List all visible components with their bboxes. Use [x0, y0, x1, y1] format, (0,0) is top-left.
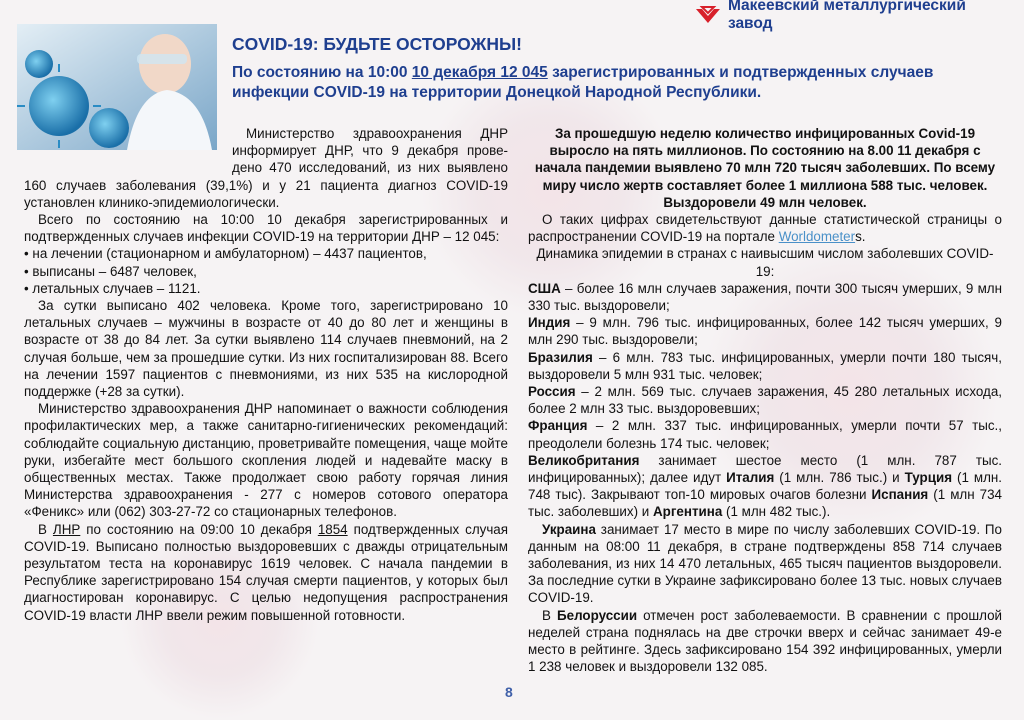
paragraph-dnr-intro: Министерство здравоохранения ДНР информирует ДНР, что 9 декабря прове-дено 470 исследований, из них выявлено 160 случаев заболевания (39,1%) и у 21 пациента диагноз COVID-19 установлен клинико-эпидемиологически.	[24, 126, 508, 210]
country-text: (1 млн 734 тыс. заболевших) и	[528, 487, 1002, 520]
subtitle-date-count: 10 декабря 12 045	[411, 64, 548, 81]
page-number: 8	[505, 684, 513, 700]
country-name: Индия	[528, 315, 571, 331]
dynamics-title: Динамика эпидемии в странах с наивысшим числом заболевших COVID-19:	[536, 246, 994, 279]
country-text: – 2 млн. 569 тыс. случаев заражения, 45 280 летальных исхода, более 2 млн 33 тыс. выздоровевших;	[528, 384, 1002, 417]
country-name: Украина	[542, 521, 596, 537]
country-ukraine	[528, 521, 1002, 607]
country-text: – 9 млн. 796 тыс. инфицированных, более 142 тысяч умерших, 9 млн 290 тыс. выздоровели;	[528, 315, 1002, 348]
country-name: Великобритания	[528, 452, 640, 468]
country-name: Турция	[904, 470, 953, 486]
list-item: • выписаны – 6487 человек,	[24, 263, 508, 280]
country-text: занимает 17 место в мире по числу заболевших COVID-19. По данным на 08:00 11 декабря, в стране подтверждены 858 714 случаев заболевания, из них 14 470 летальных, 465 тысяч пациентов выздоровели. За последние сутки в Украине зафиксировано более 13 тыс. новых случаев COVID-19.	[528, 521, 1002, 606]
right-column	[528, 125, 1002, 676]
country-text: (1 млн. 748 тыс). Закрывают топ-10 мировых очагов болезни	[528, 470, 1002, 503]
country-name: Бразилия	[528, 349, 593, 365]
headline-block	[232, 34, 992, 103]
company-name: Макеевский металлургический завод	[727, 0, 966, 32]
country-text: – 6 млн. 783 тыс. инфицированных, умерли почти 180 тысяч, выздоровели 5 млн 931 тыс. человек;	[528, 349, 1002, 382]
page-title: COVID-19: БУДЬТЕ ОСТОРОЖНЫ!	[232, 34, 522, 54]
country-name: Белоруссии	[557, 607, 638, 623]
country-brazil	[528, 349, 1002, 383]
country-belarus	[528, 607, 1002, 676]
country-india	[528, 314, 1002, 348]
worldometer-link[interactable]: Worldometer	[778, 229, 856, 245]
country-text: отмечен рост заболеваемости. В сравнении с прошлой неделей страна поднялась на две строчки вверх и сейчас занимает 49-е место в рейтинге. Здесь зафиксировано 154 392 инфицированных, умерли 1 238 человек и выздоровели 132 085.	[528, 607, 1002, 675]
lnr-count: 1854	[317, 521, 348, 537]
photo-spacer	[24, 125, 232, 175]
text-fragment: по состоянию на 09:00 10 декабря	[80, 521, 318, 537]
text-fragment: В	[38, 521, 53, 537]
world-lead-paragraph: За прошедшую неделю количество инфицированных Covid-19 выросло на пять миллионов. По состоянию на 8.00 11 декабря с начала пандемии выявлено 70 млн 720 тысяч заболевших. По всему миру число жертв составляет более 1 миллиона 588 тыс. человек. Выздоровели 49 млн человек.	[534, 126, 996, 210]
list-item: • летальных случаев – 1121.	[24, 280, 508, 297]
paragraph-source	[528, 211, 1002, 245]
country-name: Италия	[726, 470, 775, 486]
country-text: (1 млн. 786 тыс.) и	[774, 470, 905, 486]
country-name: Аргентина	[652, 504, 723, 520]
paragraph-prevention: Министерство здравоохранения ДНР напоминает о важности соблюдения профилактических мер, а также санитарно-гигиенических рекомендаций: соблюдайте социальную дистанцию, проветривайте помещения, чаще мойте руки, избегайте мест большого скопления людей и надевайте маску в общественных местах. Также продолжает свою работу горячая линия Министерства здравоохранения - 277 с номеров сотового оператора «Феникс» или (062) 303-27-72 со стационарных телефонов.	[24, 401, 508, 520]
country-france	[528, 417, 1002, 451]
paragraph-daily-stats: За сутки выписано 402 человека. Кроме того, зарегистрировано 10 летальных случаев – мужчины в возрасте от 40 до 80 лет и женщины в возрасте от 38 до 84 лет. За сутки выявлено 114 случаев пневмоний, на 2 случая больше, чем за прошедшие сутки. Из них госпитализирован 88. Всего на лечении 1597 пациентов с пневмониями, из них 535 на кислородной поддержке (+28 за сутки).	[24, 298, 508, 400]
text-fragment: подтвержденных случая COVID-19. Выписано полностью выздоровевших с дважды отрицательным результатом теста на коронавирус 1619 человек. С начала пандемии в Республике зарегистрировано 154 случая смерти пациентов, у которых был диагностирован коронавирус. С целью недопущения распространения COVID-19 власти ЛНР ввели режим повышенной готовности.	[24, 521, 509, 623]
country-name: Франция	[528, 418, 588, 434]
text-fragment: В	[542, 607, 557, 623]
subtitle-part: По состоянию на 10:00	[232, 64, 412, 81]
lnr-label: ЛНР	[52, 521, 81, 537]
left-column	[24, 125, 508, 624]
paragraph-lnr	[24, 521, 508, 624]
country-uk-group	[528, 452, 1002, 521]
text-fragment: s.	[855, 229, 866, 245]
company-logo-icon	[694, 5, 722, 25]
country-usa	[528, 280, 1002, 314]
text-fragment: О таких цифрах свидетельствуют данные статистической страницы о распространении COVID-19 на портале	[528, 212, 1002, 245]
country-text: – 2 млн. 337 тыс. инфицированных, умерли почти 57 тыс., преодолели болезнь 174 тыс. человек;	[528, 418, 1002, 451]
country-name: Испания	[871, 487, 929, 503]
page-subtitle	[232, 63, 992, 103]
country-name: США	[528, 280, 561, 296]
country-text: занимает шестое место (1 млн. 787 тыс. инфицированных); далее идут	[528, 452, 1002, 486]
country-name: Россия	[528, 384, 576, 400]
paragraph-dnr-total: Всего по состоянию на 10:00 10 декабря зарегистрированных и подтвержденных случаев инфекции COVID-19 на территории ДНР – 12 045:	[24, 212, 508, 245]
country-russia	[528, 383, 1002, 417]
company-logo	[694, 0, 1014, 32]
country-text: (1 млн 482 тыс.).	[722, 504, 831, 520]
subtitle-part: зарегистрированных и подтвержденных случаев инфекции COVID-19 на территории Донецкой Народной Республики.	[232, 64, 934, 101]
country-text: – более 16 млн случаев заражения, почти 300 тысяч умерших, 9 млн 330 тыс. выздоровели;	[528, 280, 1002, 314]
dnr-stats-list	[24, 245, 508, 297]
list-item: • на лечении (стационарном и амбулаторном) – 4437 пациентов,	[24, 245, 508, 262]
